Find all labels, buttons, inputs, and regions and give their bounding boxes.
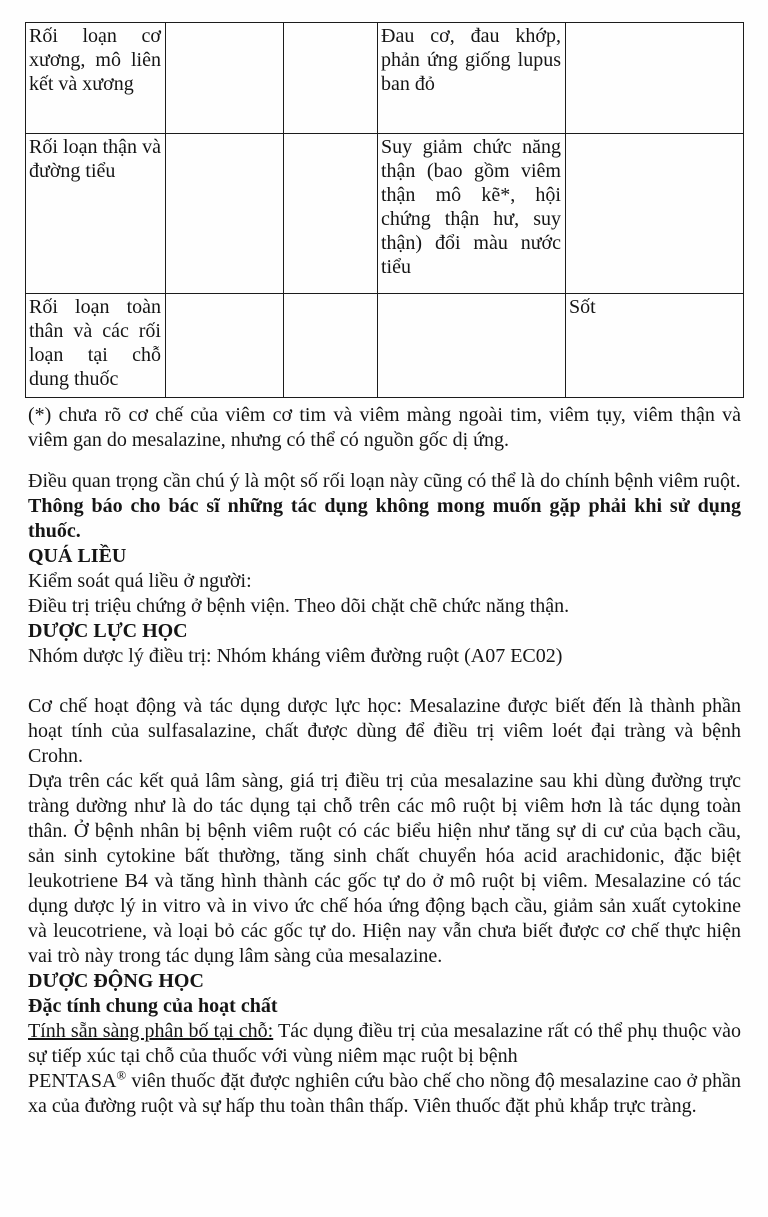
table-row — [26, 134, 744, 294]
section-title-overdose: QUÁ LIỀU — [28, 545, 127, 567]
local-availability-rest: Tác dụng điều trị của mesalazine rất có thể phụ thuộc vào sự tiếp xúc tại chỗ của thuốc với vùng niêm mạc ruột bị bệnh — [28, 1020, 741, 1067]
table-cell — [166, 134, 284, 294]
table-cell — [566, 134, 744, 294]
table-cell: Suy giảm chức năng thận (bao gồm viêm thận mô kẽ*, hội chứng thận hư, suy thận) đổi màu nước tiểu — [378, 134, 566, 294]
local-availability-lead: Tính sẵn sàng phân bố tại chỗ: — [28, 1020, 274, 1042]
footnote-text: (*) chưa rõ cơ chế của viêm cơ tim và viêm màng ngoài tim, viêm tụy, viêm thận và viêm gan do mesalazine, nhưng có thể có nguồn gốc dị ứng. — [28, 404, 741, 451]
table-row — [26, 294, 744, 398]
mechanism-paragraph: Cơ chế hoạt động và tác dụng dược lực học: Mesalazine được biết đến là thành phần hoạt tính của sulfasalazine, chất được dùng để điều trị viêm loét đại tràng và bệnh Crohn. — [28, 695, 741, 767]
table-cell — [566, 23, 744, 134]
table-cell-system-organ: Rối loạn thận và đường tiểu — [26, 134, 166, 294]
pentasa-suppository-paragraph — [28, 1069, 741, 1119]
atc-group-line: Nhóm dược lý điều trị: Nhóm kháng viêm đường ruột (A07 EC02) — [28, 645, 563, 667]
table-cell-system-organ: Rối loạn toàn thân và các rối loạn tại chỗ dung thuốc — [26, 294, 166, 398]
local-availability-paragraph — [28, 1019, 741, 1069]
important-note: Điều quan trọng cần chú ý là một số rối loạn này cũng có thể là do chính bệnh viêm ruột. — [28, 470, 741, 492]
table-cell — [166, 294, 284, 398]
active-substance-subtitle: Đặc tính chung của hoạt chất — [28, 995, 278, 1017]
doctor-warning-note: Thông báo cho bác sĩ những tác dụng không mong muốn gặp phải khi sử dụng thuốc. — [28, 495, 741, 542]
table-cell — [378, 294, 566, 398]
overdose-line-1: Kiểm soát quá liều ở người: — [28, 570, 252, 592]
table-cell — [284, 23, 378, 134]
table-cell-system-organ: Rối loạn cơ xương, mô liên kết và xương — [26, 23, 166, 134]
adverse-reactions-table — [25, 22, 744, 398]
section-title-pharmacodynamics: DƯỢC LỰC HỌC — [28, 620, 188, 642]
table-row — [26, 23, 744, 134]
table-cell — [284, 134, 378, 294]
table-cell: Đau cơ, đau khớp, phản ứng giống lupus ban đỏ — [378, 23, 566, 134]
brand-name: PENTASA — [28, 1070, 117, 1092]
overdose-line-2: Điều trị triệu chứng ở bệnh viện. Theo dõi chặt chẽ chức năng thận. — [28, 595, 570, 617]
registered-trademark-mark: ® — [116, 1067, 127, 1083]
table-cell — [284, 294, 378, 398]
pentasa-paragraph-rest: viên thuốc đặt được nghiên cứu bào chế cho nồng độ mesalazine cao ở phần xa của đường ruột và sự hấp thu toàn thân thấp. Viên thuốc đặt phủ khắp trực tràng. — [28, 1070, 741, 1117]
table-cell: Sốt — [566, 294, 744, 398]
section-title-pharmacokinetics: DƯỢC ĐỘNG HỌC — [28, 970, 204, 992]
body-text-column — [28, 403, 741, 1119]
clinical-results-paragraph: Dựa trên các kết quả lâm sàng, giá trị điều trị của mesalazine sau khi dùng đường trực tràng dường như là do tác dụng tại chỗ trên các mô ruột bị viêm hơn là tác dụng toàn thân. Ở bệnh nhân bị bệnh viêm ruột có các biểu hiện như tăng sự di cư của bạch cầu, sản sinh cytokine bất thường, tăng sinh chất chuyển hóa acid arachidonic, đặc biệt leukotriene B4 và tăng hình thành các gốc tự do ở mô ruột bị viêm. Mesalazine có tác dụng dược lý in vitro và in vivo ức chế hóa ứng động bạch cầu, giảm sản xuất cytokine và leucotriene, và loại bỏ các gốc tự do. Hiện nay vẫn chưa biết được cơ chế thực hiện vai trò này trong tác dụng lâm sàng của mesalazine. — [28, 770, 741, 967]
table-cell — [166, 23, 284, 134]
